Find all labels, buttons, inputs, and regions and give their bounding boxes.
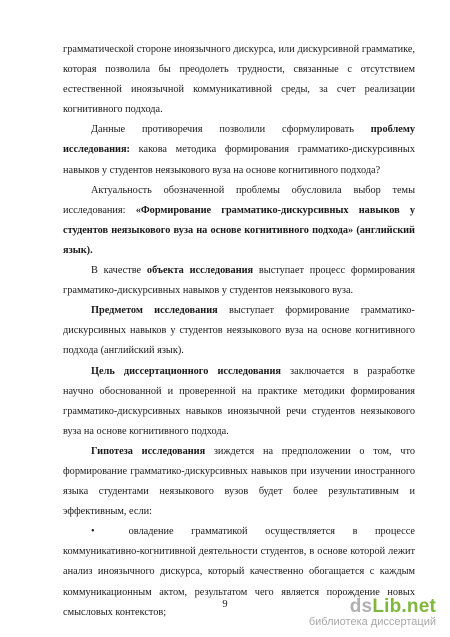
bullet-text: овладение грамматикой осуществляется в процессе коммуникативно-когнитивной деятельности студентов, в основе которой лежит анализ иноязычного дискурса, который качественно обогащается с каждым коммуникационным актом, результатом чего является порождение новых смысловых контекстов; [63, 526, 415, 618]
paragraph-topic [63, 181, 415, 261]
paragraph-subject [63, 301, 415, 361]
paragraph-goal [63, 362, 415, 442]
hypothesis-term: Гипотеза исследования [91, 445, 206, 457]
topic-title: «Формирование грамматико-дискурсивных навыков у студентов неязыкового вуза на основе когнитивного подхода» (английский язык). [63, 204, 415, 256]
watermark-subtitle: библиотека диссертаций [308, 616, 436, 628]
topic-lead: Актуальность обозначенной проблемы обусловила выбор темы исследования: [63, 184, 415, 216]
subject-term: Предметом исследования [91, 305, 218, 317]
goal-term: Цель диссертационного исследования [91, 365, 281, 377]
watermark-logo [309, 597, 436, 616]
object-lead: В качестве [91, 265, 147, 277]
problem-lead: Данные противоречия позволили сформулировать [91, 124, 371, 136]
problem-text: какова методика формирования грамматико-дискурсивных навыков у студентов неязыкового вуза на основе когнитивного подхода? [63, 144, 415, 176]
problem-term: проблему исследования: [63, 124, 415, 156]
object-term: объекта исследования [146, 265, 254, 277]
bullet-marker: • [91, 526, 95, 538]
paragraph-problem [63, 120, 415, 180]
watermark-logo-prefix: ds [349, 596, 373, 617]
goal-text: заключается в разработке научно обоснованной и проверенной на практике методики формирования грамматико-дискурсивных навыков иноязычной речи студентов неязыкового вуза на основе когнитивного подхода. [63, 365, 415, 437]
paragraph-object [63, 261, 415, 301]
paragraph-hypothesis [63, 442, 415, 522]
body-text [63, 40, 415, 623]
paragraph-1-text: грамматической стороне иноязычного дискурса, или дискурсивной грамматике, которая позволила бы преодолеть трудности, связанные с отсутствием естественной иноязычной коммуникативной среды, за счет реализации когнитивного подхода. [63, 44, 415, 116]
hypothesis-text: зиждется на предположении о том, что формирование грамматико-дискурсивных навыков при изучении иностранного языка студентами неязыкового вузов будет более результативным и эффективным, если: [63, 445, 415, 518]
watermark [309, 597, 436, 628]
watermark-logo-suffix: Lib.net [372, 596, 436, 617]
paragraph-1 [63, 40, 415, 120]
subject-text: выступает формирование грамматико-дискурсивных навыков у студентов неязыкового вуза на основе когнитивного подхода (английский язык). [63, 305, 415, 357]
page-number: 9 [222, 599, 228, 610]
object-text: выступает процесс формирования грамматико-дискурсивных навыков у студентов неязыкового вуза. [63, 265, 416, 297]
